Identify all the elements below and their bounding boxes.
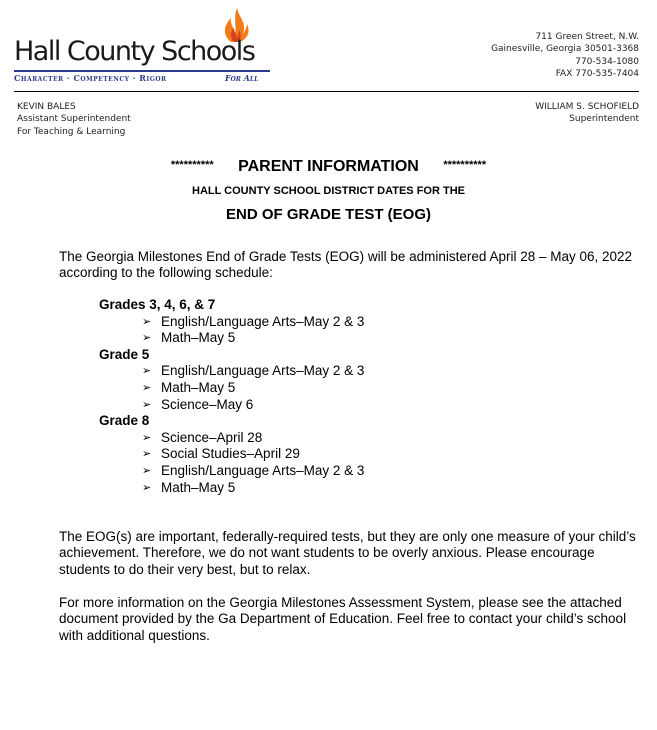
- signatory-name: WILLIAM S. SCHOFIELD: [535, 102, 639, 112]
- arrow-bullet-icon: ➢: [142, 332, 152, 345]
- arrow-bullet-icon: ➢: [142, 315, 152, 328]
- subtitle: HALL COUNTY SCHOOL DISTRICT DATES FOR THE: [192, 185, 465, 197]
- stars-right: **********: [443, 159, 487, 171]
- more-info-paragraph: For more information on the Georgia Milestones Assessment System, please see the attached document provided by the Ga Department of Education. Feel free to contact your child’s school with additional questions.: [59, 595, 627, 643]
- grade-heading: Grade 5: [99, 346, 150, 362]
- list-item: [99, 397, 364, 414]
- list-item: [99, 480, 364, 497]
- grade-heading: Grade 8: [99, 413, 150, 429]
- logo-name: Hall County Schools: [14, 36, 255, 67]
- arrow-bullet-icon: ➢: [142, 398, 152, 411]
- signatory-title: For Teaching & Learning: [17, 126, 126, 137]
- importance-paragraph: The EOG(s) are important, federally-required tests, but they are only one measure of your child’s achievement. Therefore, we do not want students to be overly anxious. Please encourage students to do their very best, but to relax.: [59, 529, 636, 577]
- signatory-title: Superintendent: [569, 114, 639, 125]
- list-item-text: English/Language Arts–May 2 & 3: [161, 363, 365, 379]
- right-signatory: [535, 101, 639, 126]
- left-signatory: [17, 101, 131, 138]
- phone-line: 770-534-1080: [575, 56, 639, 67]
- list-item: [99, 430, 364, 447]
- arrow-bullet-icon: ➢: [142, 365, 152, 378]
- address-line: 711 Green Street, N.W.: [535, 32, 639, 42]
- page-title: [0, 158, 657, 176]
- list-item: [99, 463, 364, 480]
- logo-tagline: Character · Competency · Rigor: [14, 73, 167, 83]
- district-logo: [12, 4, 272, 84]
- arrow-bullet-icon: ➢: [142, 481, 152, 494]
- subtitle-eog: END OF GRADE TEST (EOG): [225, 206, 431, 223]
- list-item-text: English/Language Arts–May 2 & 3: [161, 462, 365, 478]
- list-item-text: Social Studies–April 29: [161, 446, 300, 462]
- logo-rule: [14, 70, 270, 72]
- arrow-bullet-icon: ➢: [142, 448, 152, 461]
- title-text: PARENT INFORMATION: [238, 158, 419, 175]
- grade-heading: Grades 3, 4, 6, & 7: [99, 297, 216, 312]
- list-item: [99, 363, 364, 380]
- district-address: [491, 31, 639, 80]
- list-item-text: English/Language Arts–May 2 & 3: [161, 313, 365, 329]
- list-item: [99, 314, 364, 331]
- list-item: [99, 446, 364, 463]
- arrow-bullet-icon: ➢: [142, 381, 152, 394]
- intro-paragraph: The Georgia Milestones End of Grade Tests (EOG) will be administered April 28 – May 06, 2022 according to the following schedule:: [59, 249, 633, 281]
- list-item-text: Math–May 5: [161, 479, 236, 495]
- stars-left: **********: [170, 159, 214, 171]
- signatory-name: KEVIN BALES: [17, 102, 76, 112]
- list-item-text: Science–May 6: [161, 396, 254, 412]
- fax-line: FAX 770-535-7404: [555, 68, 639, 79]
- list-item: [99, 380, 364, 397]
- test-schedule: [99, 297, 364, 496]
- logo-tagline-right: For All: [225, 73, 259, 83]
- header-divider: [14, 91, 639, 92]
- arrow-bullet-icon: ➢: [142, 431, 152, 444]
- list-item: [99, 330, 364, 347]
- address-line: Gainesville, Georgia 30501-3368: [491, 44, 639, 55]
- list-item-text: Science–April 28: [161, 429, 263, 445]
- list-item-text: Math–May 5: [161, 379, 236, 395]
- arrow-bullet-icon: ➢: [142, 464, 152, 477]
- list-item-text: Math–May 5: [161, 330, 236, 346]
- signatory-title: Assistant Superintendent: [17, 114, 131, 125]
